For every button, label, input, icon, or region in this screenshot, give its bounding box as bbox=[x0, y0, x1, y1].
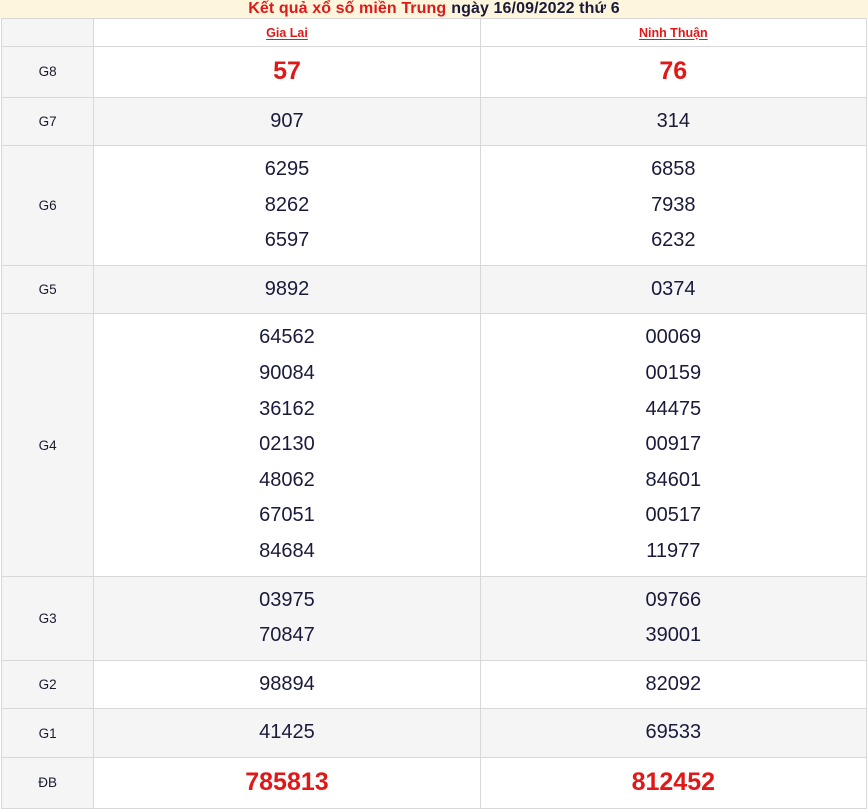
prize-numbers-cell bbox=[480, 265, 866, 314]
prize-number: 907 bbox=[270, 109, 304, 132]
prize-number: 0374 bbox=[651, 277, 696, 300]
prize-number: 84684 bbox=[259, 540, 315, 563]
prize-number: 70847 bbox=[259, 624, 315, 647]
prize-number: 00517 bbox=[645, 504, 702, 527]
prize-number: 82092 bbox=[645, 672, 702, 695]
prize-number: 36162 bbox=[259, 397, 315, 420]
prize-label: G6 bbox=[2, 146, 94, 266]
prize-numbers-cell bbox=[480, 709, 866, 758]
prize-number: 64562 bbox=[259, 326, 315, 349]
results-table bbox=[1, 18, 867, 809]
prize-number: 00159 bbox=[645, 362, 702, 385]
table-row bbox=[2, 709, 867, 758]
prize-number: 6858 bbox=[651, 158, 696, 181]
prize-number: 67051 bbox=[259, 504, 315, 527]
prize-numbers-cell bbox=[94, 576, 480, 660]
prize-label: G1 bbox=[2, 709, 94, 758]
prize-number: 03975 bbox=[259, 588, 315, 611]
prize-number: 9892 bbox=[264, 277, 310, 300]
prize-number: 6597 bbox=[264, 229, 310, 252]
table-row bbox=[2, 660, 867, 709]
prize-number: 8262 bbox=[264, 193, 310, 216]
prize-numbers-cell bbox=[480, 314, 866, 576]
page-title-region: Kết quả xổ số miền Trung bbox=[248, 0, 447, 17]
prize-number: 11977 bbox=[646, 540, 701, 563]
prize-numbers-cell bbox=[480, 47, 866, 98]
prize-number: 6232 bbox=[651, 229, 696, 252]
prize-numbers-cell bbox=[94, 265, 480, 314]
prize-number: 00917 bbox=[645, 433, 702, 456]
prize-number: 785813 bbox=[245, 768, 329, 796]
prize-numbers-cell bbox=[480, 97, 866, 146]
prize-label: G5 bbox=[2, 265, 94, 314]
prize-number: 90084 bbox=[259, 362, 315, 385]
province-name-label: Gia Lai bbox=[266, 25, 308, 40]
prize-number: 7938 bbox=[651, 193, 696, 216]
prize-number: 812452 bbox=[631, 768, 716, 796]
prize-numbers-cell bbox=[480, 576, 866, 660]
prize-numbers-cell bbox=[94, 47, 480, 98]
prize-number: 84601 bbox=[645, 468, 702, 491]
results-table-body bbox=[2, 47, 867, 809]
prize-label: G7 bbox=[2, 97, 94, 146]
prize-number: 6295 bbox=[264, 158, 310, 181]
prize-number: 00069 bbox=[645, 326, 702, 349]
prize-numbers-cell bbox=[94, 758, 480, 809]
province-name-label: Ninh Thuận bbox=[638, 25, 708, 40]
prize-numbers-cell bbox=[94, 146, 480, 266]
page-header bbox=[0, 0, 868, 18]
prize-numbers-cell bbox=[94, 660, 480, 709]
prize-numbers-cell bbox=[94, 97, 480, 146]
table-row bbox=[2, 314, 867, 576]
prize-numbers-cell bbox=[480, 660, 866, 709]
prize-number: 02130 bbox=[259, 433, 315, 456]
prize-numbers-cell bbox=[480, 758, 866, 809]
prize-number: 57 bbox=[273, 57, 301, 85]
page-title-date: ngày 16/09/2022 thứ 6 bbox=[451, 0, 620, 17]
prize-number: 44475 bbox=[645, 397, 702, 420]
table-header-row bbox=[2, 19, 867, 47]
prize-number: 39001 bbox=[645, 624, 702, 647]
prize-number: 09766 bbox=[645, 588, 702, 611]
prize-numbers-cell bbox=[480, 146, 866, 266]
prize-number: 98894 bbox=[259, 672, 315, 695]
table-row bbox=[2, 97, 867, 146]
prize-label-column-header bbox=[2, 19, 94, 47]
prize-label: ĐB bbox=[2, 758, 94, 809]
province-header-gia-lai bbox=[94, 19, 480, 47]
table-row bbox=[2, 146, 867, 266]
table-row bbox=[2, 576, 867, 660]
prize-numbers-cell bbox=[94, 314, 480, 576]
prize-number: 76 bbox=[659, 57, 688, 85]
prize-numbers-cell bbox=[94, 709, 480, 758]
prize-number: 314 bbox=[656, 109, 690, 132]
table-row bbox=[2, 758, 867, 809]
prize-label: G3 bbox=[2, 576, 94, 660]
prize-label: G4 bbox=[2, 314, 94, 576]
province-header-ninh-thuan bbox=[480, 19, 866, 47]
prize-label: G2 bbox=[2, 660, 94, 709]
prize-number: 48062 bbox=[259, 468, 315, 491]
prize-number: 41425 bbox=[259, 721, 315, 744]
prize-label: G8 bbox=[2, 47, 94, 98]
prize-number: 69533 bbox=[645, 721, 702, 744]
table-row bbox=[2, 47, 867, 98]
table-row bbox=[2, 265, 867, 314]
